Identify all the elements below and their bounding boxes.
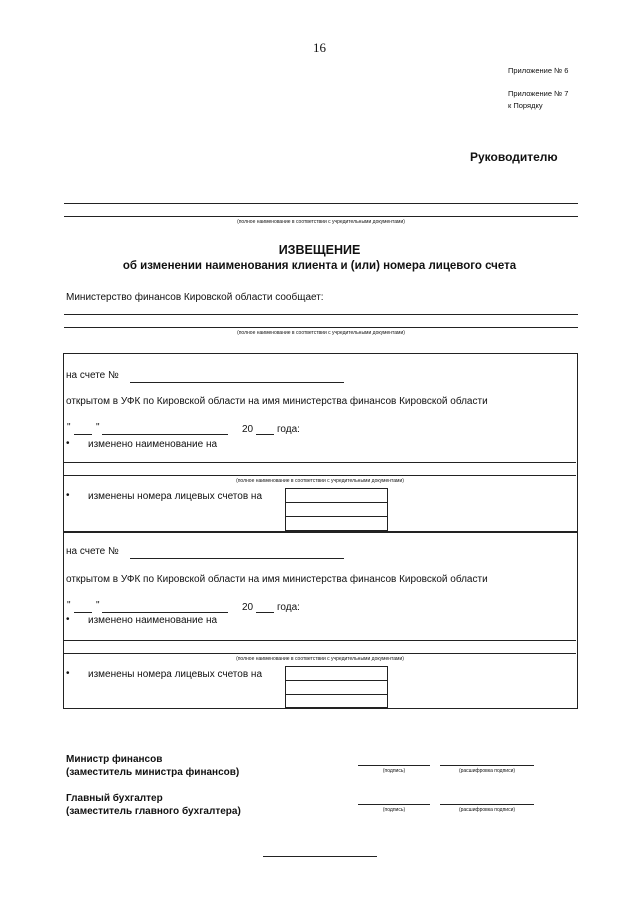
bullet-accounts: • (66, 668, 70, 679)
chief-accountant-deputy-label: (заместитель главного бухгалтера) (66, 806, 241, 817)
client-line-1 (64, 314, 578, 315)
new-account-cell (286, 489, 387, 503)
chief-sign-line (358, 804, 430, 805)
account-block-1 (63, 353, 578, 533)
new-name-line-1 (64, 462, 576, 463)
addressee-caption: (полное наименование в соответствии с учредительными документами) (237, 219, 405, 225)
addressee-line-2 (64, 216, 578, 217)
doc-subtitle: об изменении наименования клиента и (или) номера лицевого счета (122, 260, 517, 272)
date-quote-open: " (67, 422, 71, 433)
addressee-line-1 (64, 203, 578, 204)
new-account-cell (286, 681, 387, 695)
new-accounts-box (285, 488, 388, 531)
date-month-line (102, 434, 228, 435)
minister-deputy-label: (заместитель министра финансов) (66, 767, 240, 778)
intro-text: Министерство финансов Кировской области сообщает: (66, 292, 324, 303)
year-suffix: года: (277, 602, 300, 613)
year-suffix: года: (277, 424, 300, 435)
minister-sign-line (358, 765, 430, 766)
appendix-7: Приложение № 7 (508, 89, 569, 98)
appendix-order: к Порядку (508, 101, 543, 110)
changed-name-label: изменено наименование на (88, 439, 218, 450)
minister-label: Министр финансов (66, 754, 163, 765)
account-label: на счете № (66, 546, 119, 557)
new-account-cell (286, 503, 387, 517)
year-line (256, 612, 274, 613)
year-line (256, 434, 274, 435)
date-quote-open: " (67, 600, 71, 611)
client-line-2 (64, 327, 578, 328)
bullet-name: • (66, 614, 70, 625)
appendix-6: Приложение № 6 (508, 66, 569, 75)
account-block-2 (63, 531, 578, 709)
account-label: на счете № (66, 370, 119, 381)
new-account-cell (286, 695, 387, 706)
date-quote-close: " (96, 600, 100, 611)
new-accounts-box (285, 666, 388, 708)
new-name-line-1 (64, 640, 576, 641)
doc-title: ИЗВЕЩЕНИЕ (278, 243, 361, 257)
changed-accounts-label: изменены номера лицевых счетов на (88, 491, 263, 502)
opened-text: открытом в УФК по Кировской области на имя министерства финансов Кировской области (66, 574, 488, 585)
changed-name-label: изменено наименование на (88, 615, 218, 626)
date-day-line (74, 612, 92, 613)
date-day-line (74, 434, 92, 435)
client-caption: (полное наименование в соответствии с учредительными документами) (237, 330, 405, 336)
changed-accounts-label: изменены номера лицевых счетов на (88, 669, 263, 680)
minister-decode-caption: (расшифровка подписи) (458, 768, 516, 774)
new-name-caption: (полное наименование в соответствии с учредительными документами) (236, 478, 404, 484)
chief-decode-caption: (расшифровка подписи) (458, 807, 516, 813)
addressee: Руководителю (470, 150, 558, 164)
account-number-line (130, 382, 344, 383)
page-number: 16 (313, 40, 326, 55)
new-account-cell (286, 517, 387, 529)
new-name-line-2 (64, 653, 576, 654)
bullet-name: • (66, 438, 70, 449)
minister-sign-caption: (подпись) (382, 768, 406, 774)
bullet-accounts: • (66, 490, 70, 501)
chief-sign-caption: (подпись) (382, 807, 406, 813)
chief-accountant-label: Главный бухгалтер (66, 793, 163, 804)
new-account-cell (286, 667, 387, 681)
year-prefix: 20 (242, 602, 254, 613)
new-name-line-2 (64, 475, 576, 476)
account-number-line (130, 558, 344, 559)
chief-decode-line (440, 804, 534, 805)
year-prefix: 20 (242, 424, 254, 435)
minister-decode-line (440, 765, 534, 766)
new-name-caption: (полное наименование в соответствии с учредительными документами) (236, 656, 404, 662)
date-month-line (102, 612, 228, 613)
date-quote-close: " (96, 422, 100, 433)
opened-text: открытом в УФК по Кировской области на имя министерства финансов Кировской области (66, 396, 488, 407)
footer-line (263, 856, 377, 857)
